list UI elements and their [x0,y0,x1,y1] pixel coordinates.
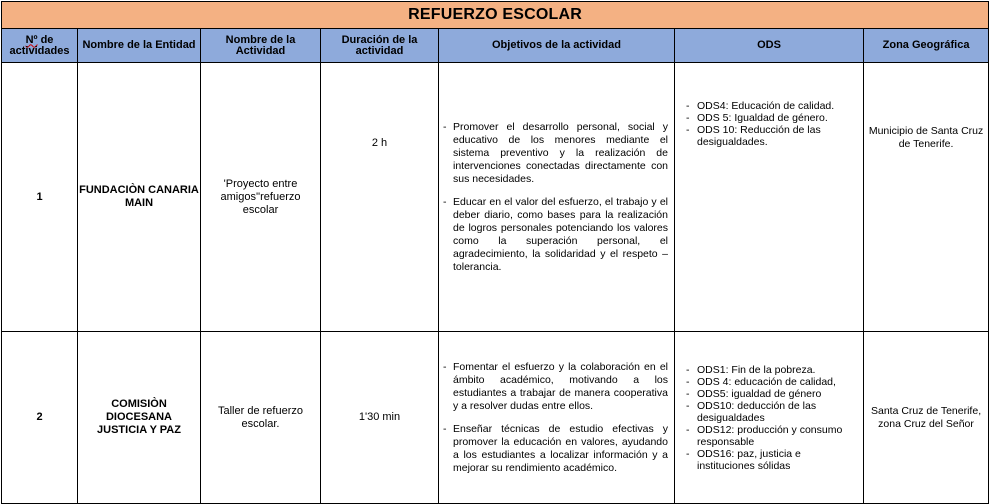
header-objetivos: Objetivos de la actividad [439,29,675,63]
header-actividad: Nombre de la Actividad [201,29,321,63]
row-num: 1 [2,63,78,332]
table-row [2,63,989,332]
objetivos-list [439,361,674,475]
row-entidad: COMISIÒN DIOCESANA JUSTICIA Y PAZ [78,332,201,504]
list-item: - ODS1: Fin de la pobreza. [697,364,855,376]
list-item: - Educar en el valor del esfuerzo, el trabajo y el deber diario, como bases para la realización de logros personales potenciando los valores como la superación personal, el agradecimiento, la solidaridad y el respeto – tolerancia. [453,196,668,274]
row-duracion: 1'30 min [321,332,439,504]
header-zona: Zona Geográfica [864,29,989,63]
row-ods [675,332,864,504]
row-actividad: Taller de refuerzo escolar. [201,332,321,504]
header-ods: ODS [675,29,864,63]
header-num-actividades [2,29,78,63]
table-row [2,332,989,504]
header-entidad: Nombre de la Entidad [78,29,201,63]
ods-list [675,100,863,148]
header-row [2,29,989,63]
row-objetivos [439,332,675,504]
row-entidad: FUNDACIÒN CANARIA MAIN [78,63,201,332]
list-item: - Promover el desarrollo personal, social y educativo de los menores mediante el sistema preventivo y la realización de intervenciones conectadas directamente con sus necesidades. [453,121,668,186]
row-zona: Santa Cruz de Tenerife, zona Cruz del Señor [864,332,989,504]
header-num-suffix: de actividades [9,33,70,57]
table-title: REFUERZO ESCOLAR [2,2,989,29]
list-item: - ODS16: paz, justicia e instituciones sólidas [697,448,855,472]
objetivos-list [439,121,674,274]
list-item: - ODS12: producción y consumo responsable [697,424,855,448]
list-item: - ODS10: deducción de las desigualdades [697,400,855,424]
list-item: - Fomentar el esfuerzo y la colaboración en el ámbito académico, motivando a los estudiantes a trabajar de manera cooperativa y a resolver dudas entre ellos. [453,361,668,413]
list-item: - ODS 5: Igualdad de género. [697,112,855,124]
list-item: - ODS4: Educación de calidad. [697,100,855,112]
list-item: - Enseñar técnicas de estudio efectivas y promover la educación en valores, ayudando a los estudiantes a localizar información y a mejorar su rendimiento académico. [453,423,668,475]
row-objetivos [439,63,675,332]
header-num-prefix: Nº [25,33,38,46]
list-item: - ODS 4: educación de calidad, [697,376,855,388]
row-actividad: 'Proyecto entre amigos''refuerzo escolar [201,63,321,332]
row-duracion: 2 h [321,63,439,332]
refuerzo-escolar-table [1,1,989,504]
row-num: 2 [2,332,78,504]
ods-list [675,364,863,472]
row-ods [675,63,864,332]
list-item: - ODS 10: Reducción de las desigualdades. [697,124,855,148]
header-duracion: Duración de la actividad [321,29,439,63]
list-item: - ODS5: igualdad de género [697,388,855,400]
row-zona: Municipio de Santa Cruz de Tenerife. [864,63,989,332]
